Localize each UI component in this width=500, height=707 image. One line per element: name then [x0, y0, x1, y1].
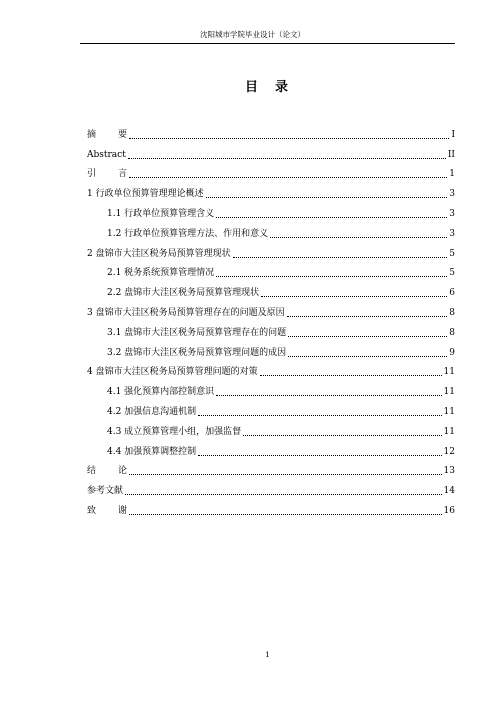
toc-leader-dots	[128, 158, 446, 159]
toc-leader-dots	[129, 138, 449, 139]
toc-entry-label: 2.1 税务系统预算管理情况	[107, 268, 215, 279]
toc-entry-label	[87, 506, 127, 517]
toc-entry-label-char: 摘	[87, 129, 97, 140]
toc-page-number: II	[447, 149, 455, 160]
toc-entry-label: 1.2 行政单位预算管理方法、作用和意义	[107, 228, 269, 239]
toc-leader-dots	[125, 494, 442, 495]
toc-entry-label-char: 言	[117, 169, 127, 180]
toc-entry-label: 4.3 成立预算管理小组，加强监督	[107, 426, 242, 437]
toc-page-number: 3	[449, 189, 455, 200]
running-header: 沈阳城市学院毕业设计（论文）	[200, 30, 305, 39]
toc-page-number: 11	[443, 387, 455, 398]
toc-leader-dots	[243, 435, 441, 436]
toc-entry[interactable]	[87, 141, 455, 161]
toc-page-number: 11	[443, 406, 455, 417]
toc-entry[interactable]	[87, 458, 455, 478]
toc-subentry[interactable]	[87, 398, 455, 418]
toc-entry-label	[87, 130, 127, 141]
toc-entry-label-char: 谢	[117, 505, 127, 516]
toc-subentry[interactable]	[87, 378, 455, 398]
toc-page-number: I	[451, 129, 455, 140]
toc-leader-dots	[129, 474, 442, 475]
toc-page-number: 12	[443, 446, 455, 457]
toc-entry-label: 1.1 行政单位预算管理含义	[107, 208, 215, 219]
toc-subentry[interactable]	[87, 279, 455, 299]
toc-title: 目 录	[244, 80, 290, 95]
toc-subentry[interactable]	[87, 339, 455, 359]
toc-page-number: 5	[449, 268, 455, 279]
toc-leader-dots	[260, 375, 442, 376]
toc-entry[interactable]	[87, 240, 455, 260]
toc-page-number: 11	[443, 426, 455, 437]
toc-subentry[interactable]	[87, 418, 455, 438]
toc-page-number: 1	[449, 169, 455, 180]
toc-entry-label: 3.1 盘锦市大洼区税务局预算管理存在的问题	[107, 327, 287, 338]
toc-page-number: 3	[449, 208, 455, 219]
toc-page-number: 6	[449, 288, 455, 299]
toc-entry-label: 1 行政单位预算管理理论概述	[87, 189, 204, 200]
toc-entry-label	[87, 466, 127, 477]
toc-page-number: 14	[443, 486, 455, 497]
toc-page-number: 5	[449, 248, 455, 259]
toc-entry[interactable]	[87, 299, 455, 319]
toc-entry[interactable]	[87, 121, 455, 141]
toc-leader-dots	[288, 356, 447, 357]
toc-entry[interactable]	[87, 180, 455, 200]
toc-subentry[interactable]	[87, 260, 455, 280]
toc-page-number: 16	[443, 505, 455, 516]
toc-entry[interactable]	[87, 497, 455, 517]
toc-leader-dots	[206, 197, 448, 198]
toc-leader-dots	[261, 296, 447, 297]
toc-subentry[interactable]	[87, 200, 455, 220]
toc-entry-label: 2 盘锦市大洼区税务局预算管理现状	[87, 248, 231, 259]
toc-entry-label: 参考文献	[87, 486, 124, 497]
toc-leader-dots	[216, 276, 447, 277]
toc-entry-label: 4 盘锦市大洼区税务局预算管理问题的对策	[87, 367, 258, 378]
toc-entry-label: 2.2 盘锦市大洼区税务局预算管理现状	[107, 288, 260, 299]
toc-leader-dots	[198, 415, 441, 416]
toc-entry-label-char: 结	[87, 466, 97, 477]
toc-entry-label-char: 引	[87, 169, 97, 180]
toc-leader-dots	[129, 514, 442, 515]
toc-entry-label: 4.2 加强信息沟通机制	[107, 406, 197, 417]
toc-leader-dots	[198, 455, 441, 456]
toc-entry-label: 4.1 强化预算内部控制意识	[107, 387, 215, 398]
toc-subentry[interactable]	[87, 438, 455, 458]
toc-entry[interactable]	[87, 477, 455, 497]
toc-entry-label: 4.4 加强预算调整控制	[107, 446, 197, 457]
toc-entry-label-char: 要	[117, 129, 127, 140]
toc-entry-label-char: 论	[117, 466, 127, 477]
toc-entry-label: 3.2 盘锦市大洼区税务局预算管理问题的成因	[107, 347, 287, 358]
toc-entry-label-char: 致	[87, 505, 97, 516]
toc-page-number: 8	[449, 327, 455, 338]
header-rule	[80, 43, 455, 44]
toc-entry[interactable]	[87, 359, 455, 379]
toc-entry-label	[87, 169, 127, 180]
toc-entry[interactable]	[87, 161, 455, 181]
toc-leader-dots	[233, 257, 448, 258]
table-of-contents	[87, 121, 455, 517]
toc-leader-dots	[129, 177, 447, 178]
toc-entry-label: 3 盘锦市大洼区税务局预算管理存在的问题及原因	[87, 307, 285, 318]
toc-entry-label: Abstract	[87, 149, 126, 160]
toc-page-number: 8	[449, 307, 455, 318]
toc-page-number: 3	[449, 228, 455, 239]
toc-leader-dots	[216, 395, 441, 396]
toc-leader-dots	[288, 336, 447, 337]
toc-leader-dots	[270, 237, 447, 238]
toc-page-number: 11	[443, 367, 455, 378]
toc-subentry[interactable]	[87, 220, 455, 240]
toc-page-number: 13	[443, 466, 455, 477]
toc-page-number: 9	[449, 347, 455, 358]
toc-subentry[interactable]	[87, 319, 455, 339]
toc-leader-dots	[216, 217, 447, 218]
toc-leader-dots	[287, 316, 448, 317]
page-number: 1	[265, 650, 270, 659]
